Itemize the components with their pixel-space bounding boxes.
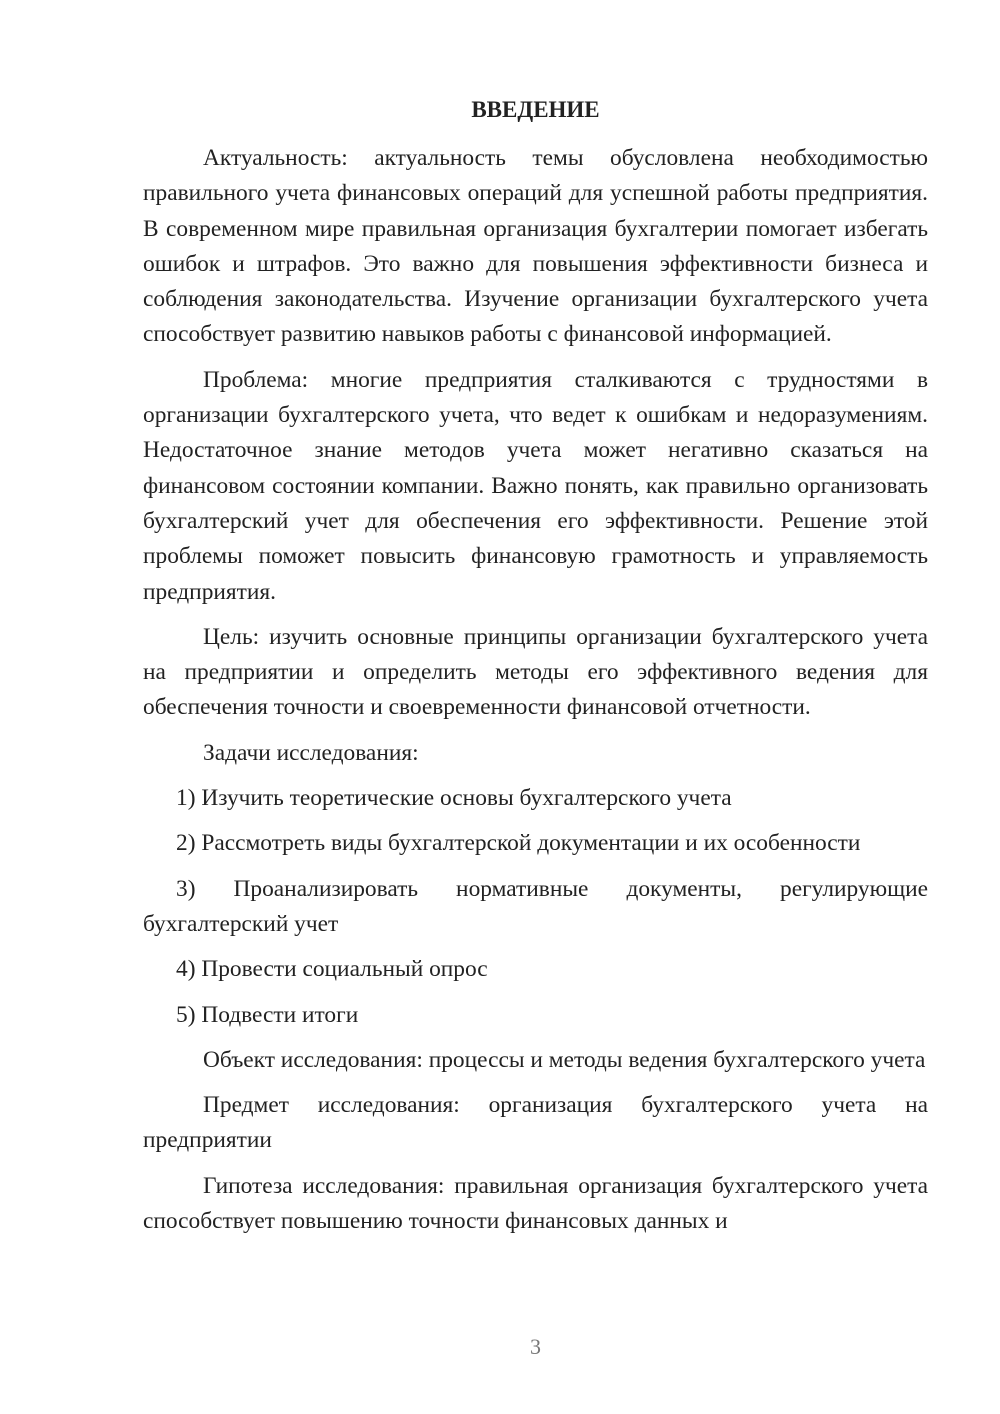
task-item-1: 1) Изучить теоретические основы бухгалтерского учета <box>176 785 732 812</box>
task-item-4: 4) Провести социальный опрос <box>176 956 488 983</box>
paragraph-subject: Предмет исследования: организация бухгалтерского учета на предприятии <box>143 1092 928 1154</box>
tasks-title: Задачи исследования: <box>203 739 419 766</box>
document-body <box>143 141 928 1239</box>
page-number: 3 <box>530 1334 541 1359</box>
page-title: ВВЕДЕНИЕ <box>471 97 600 122</box>
paragraph-object: Объект исследования: процессы и методы ведения бухгалтерского учета <box>203 1046 926 1073</box>
task-item-3: 3) Проанализировать нормативные документы, регулирующие бухгалтерский учет <box>143 875 928 937</box>
paragraph-relevance: Актуальность: актуальность темы обусловлена необходимостью правильного учета финансовых операций для успешной работы предприятия. В современном мире правильная организация бухгалтерии помогает избегать ошибок и штрафов. Это важно для повышения эффективности бизнеса и соблюдения законодательства. Изучение организации бухгалтерского учета способствует развитию навыков работы с финансовой информацией. <box>143 145 928 348</box>
paragraph-problem: Проблема: многие предприятия сталкиваются с трудностями в организации бухгалтерского учета, что ведет к ошибкам и недоразумениям. Недостаточное знание методов учета может негативно сказаться на финансовом состоянии компании. Важно понять, как правильно организовать бухгалтерский учет для обеспечения его эффективности. Решение этой проблемы поможет повысить финансовую грамотность и управляемость предприятия. <box>143 366 928 605</box>
paragraph-goal: Цель: изучить основные принципы организации бухгалтерского учета на предприятии и определить методы его эффективного ведения для обеспечения точности и своевременности финансовой отчетности. <box>143 623 928 721</box>
paragraph-hypothesis: Гипотеза исследования: правильная организация бухгалтерского учета способствует повышению точности финансовых данных и <box>143 1172 928 1235</box>
task-item-2: 2) Рассмотреть виды бухгалтерской документации и их особенности <box>176 830 861 857</box>
task-item-5: 5) Подвести итоги <box>176 1001 359 1028</box>
